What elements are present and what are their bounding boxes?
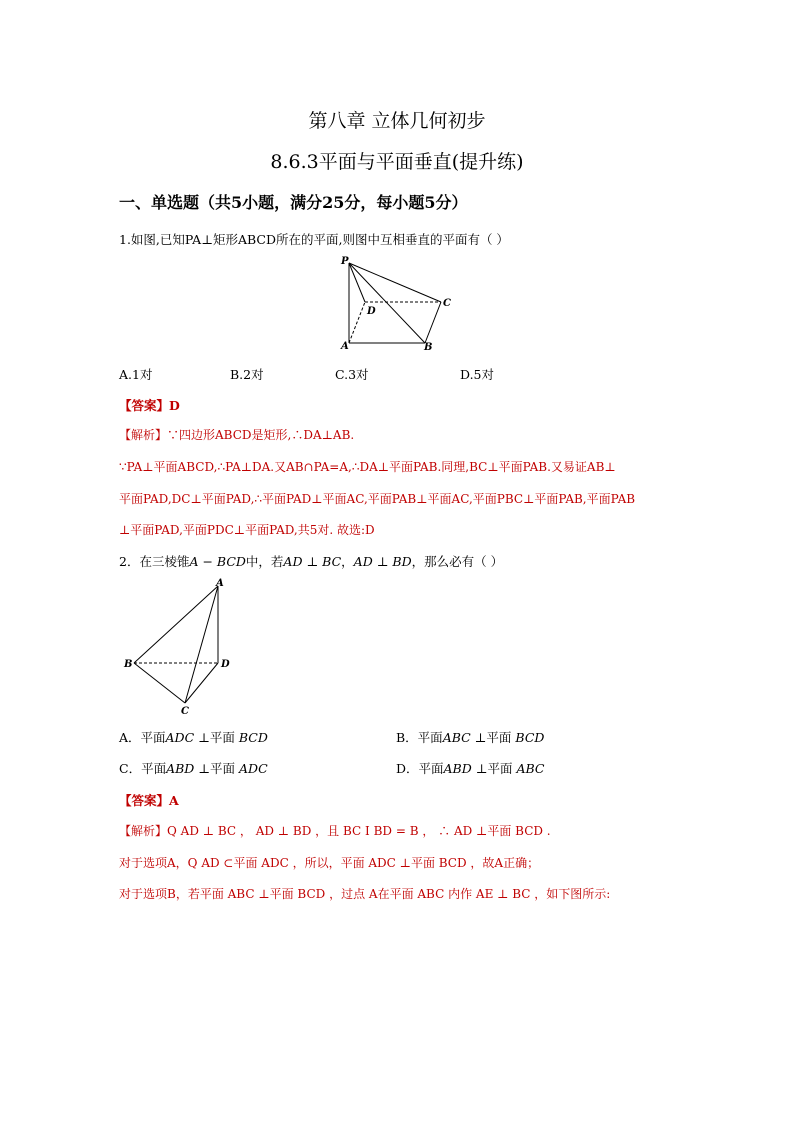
q2-option-a xyxy=(119,728,268,746)
q2-stem-cond-1: AD ⊥ BC xyxy=(283,554,342,569)
q1-option-b: B.2对 xyxy=(230,367,264,382)
q2-option-c-prefix: C．平面 xyxy=(119,761,167,776)
q2-option-b-plane-2: BCD xyxy=(515,730,545,745)
q2-option-d-prefix: D．平面 xyxy=(396,761,444,776)
q2-stem-prefix: 2．在三棱锥 xyxy=(119,554,190,569)
q2-explanation-line-1: 【解析】Q AD ⊥ BC ， AD ⊥ BD ，且 BC I BD = B ， ∴ AD ⊥平面 BCD . xyxy=(119,824,551,838)
q2-option-b xyxy=(396,728,544,746)
q1-option-d: D.5对 xyxy=(460,367,495,382)
question-1-stem: 1.如图,已知PA⊥矩形ABCD所在的平面,则图中互相垂直的平面有（ ） xyxy=(119,232,509,247)
label-d: D xyxy=(221,659,230,670)
edge-ab xyxy=(134,586,218,663)
section-heading: 一、单选题（共5小题，满分25分，每小题5分） xyxy=(119,193,468,212)
edge-ad xyxy=(349,302,365,343)
q2-explanation-line-3: 对于选项B，若平面 ABC ⊥平面 BCD ，过点 A在平面 ABC 内作 AE ⊥ BC ，如下图所示: xyxy=(119,887,611,901)
q2-option-d-plane-2: ABC xyxy=(516,761,545,776)
label-p: P xyxy=(341,256,349,267)
q2-option-b-prefix: B．平面 xyxy=(396,730,443,745)
q2-stem-mid-1: 中，若 xyxy=(245,554,284,569)
q2-option-b-perp: ⊥平面 xyxy=(470,730,516,745)
label-b: B xyxy=(424,342,433,353)
edge-ac xyxy=(185,586,218,703)
q2-option-c-plane-1: ABD xyxy=(166,761,195,776)
edge-bc xyxy=(425,302,441,343)
q2-option-a-plane-2: BCD xyxy=(238,730,268,745)
q2-stem-tetrahedron: A − BCD xyxy=(189,554,246,569)
q2-stem-cond-2: AD ⊥ BD xyxy=(353,554,412,569)
q1-option-a: A.1对 xyxy=(119,367,153,382)
label-d: D xyxy=(367,306,376,317)
q1-explanation-line-4: ⊥平面PAD,平面PDC⊥平面PAD,共5对. 故选:D xyxy=(119,523,375,537)
q2-option-d-plane-1: ABD xyxy=(443,761,472,776)
q1-option-c: C.3对 xyxy=(335,367,369,382)
q2-option-d xyxy=(396,759,545,777)
q1-answer: 【答案】D xyxy=(119,398,180,413)
q1-explanation-line-1: 【解析】∵四边形ABCD是矩形,∴DA⊥AB. xyxy=(119,428,355,442)
label-c: C xyxy=(443,298,451,309)
q2-option-b-plane-1: ABC xyxy=(442,730,471,745)
q2-answer: 【答案】A xyxy=(119,793,179,808)
edge-bc xyxy=(134,663,185,703)
q2-option-c-plane-2: ADC xyxy=(239,761,268,776)
label-b: B xyxy=(124,659,133,670)
q1-explanation-line-3: 平面PAD,DC⊥平面PAD,∴平面PAD⊥平面AC,平面PAB⊥平面AC,平面PBC⊥平面PAB,平面PAB xyxy=(119,492,636,506)
lesson-subtitle: 8.6.3平面与平面垂直(提升练) xyxy=(270,151,524,173)
chapter-title: 第八章 立体几何初步 xyxy=(308,110,486,132)
question-1-figure xyxy=(335,252,460,354)
q2-option-a-prefix: A．平面 xyxy=(119,730,166,745)
label-a: A xyxy=(341,341,349,352)
q1-explanation-line-2: ∵PA⊥平面ABCD,∴PA⊥DA.又AB∩PA=A,∴DA⊥平面PAB.同理,BC⊥平面PAB.又易证AB⊥ xyxy=(119,460,616,474)
question-2-stem xyxy=(119,552,503,570)
label-a: A xyxy=(216,578,224,589)
q2-option-a-perp: ⊥平面 xyxy=(194,730,239,745)
edge-pb xyxy=(349,263,425,343)
q2-stem-mid-2: ， xyxy=(341,554,354,569)
edge-cd xyxy=(185,663,218,703)
q2-option-c xyxy=(119,759,268,777)
q2-stem-suffix: ，那么必有（ ） xyxy=(411,554,504,569)
label-c: C xyxy=(181,706,189,716)
q2-option-c-perp: ⊥平面 xyxy=(194,761,240,776)
q2-option-d-perp: ⊥平面 xyxy=(471,761,517,776)
question-2-figure xyxy=(120,576,240,716)
q2-option-a-plane-1: ADC xyxy=(165,730,195,745)
q2-explanation-line-2: 对于选项A，Q AD ⊂平面 ADC ，所以，平面 ADC ⊥平面 BCD ，故A正确； xyxy=(119,856,540,870)
